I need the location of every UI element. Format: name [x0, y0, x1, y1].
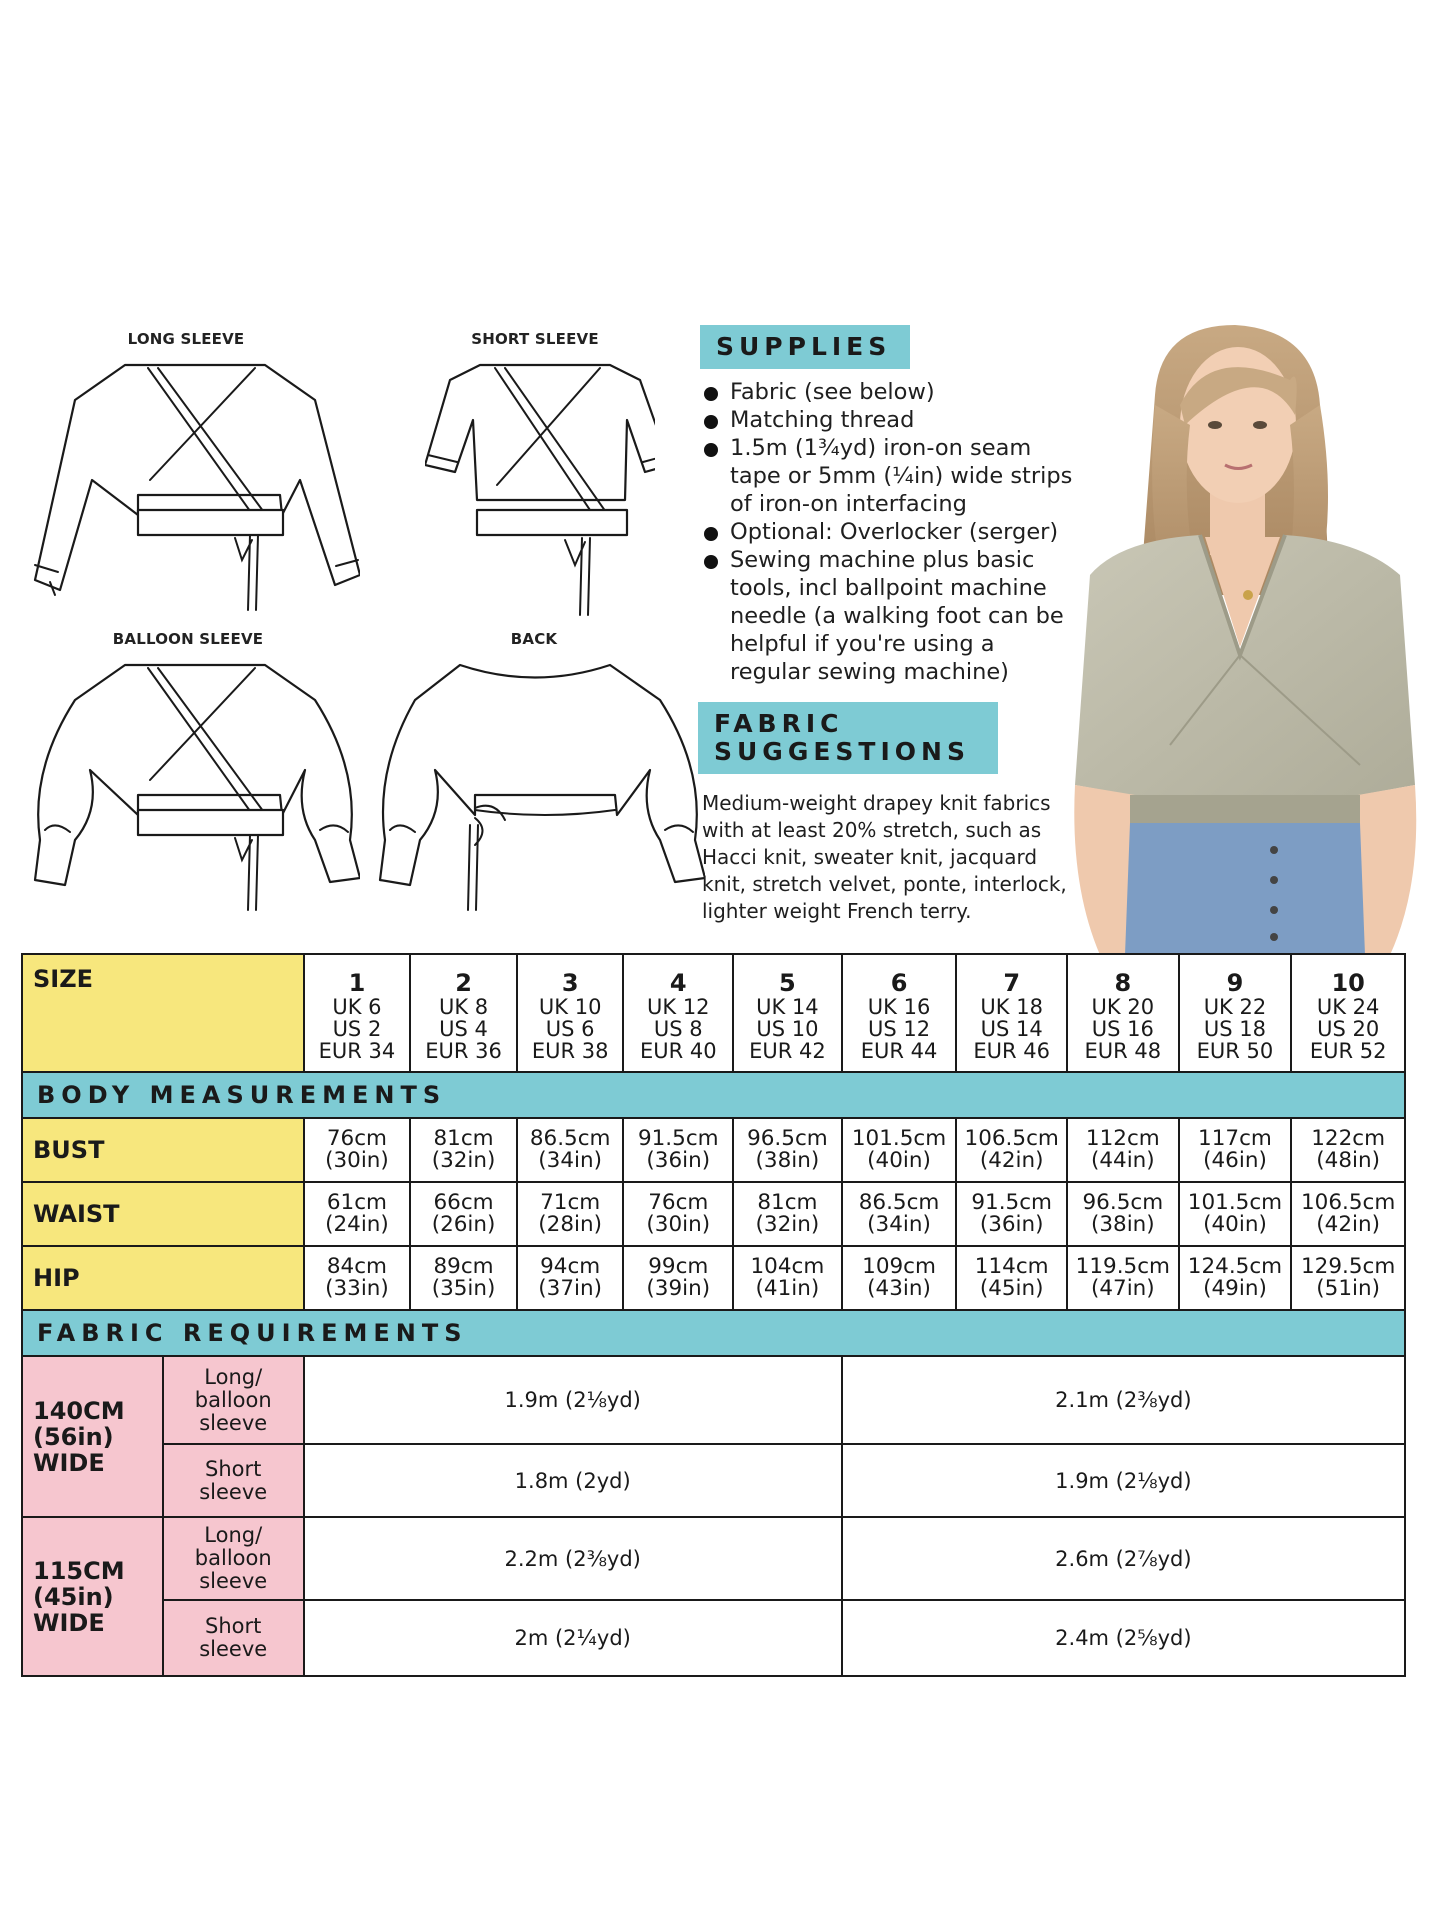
waist-cell: 101.5cm (40in) — [1179, 1182, 1292, 1246]
fabric-width-115: 115CM (45in) WIDE — [22, 1517, 163, 1676]
balloon-sleeve-label: BALLOON SLEEVE — [112, 630, 264, 648]
waist-cell: 91.5cm (36in) — [956, 1182, 1067, 1246]
fabric-style-cell: Long/ balloon sleeve — [163, 1356, 304, 1444]
waist-label: WAIST — [22, 1182, 304, 1246]
back-label: BACK — [510, 630, 558, 648]
bust-cell: 117cm (46in) — [1179, 1118, 1292, 1182]
fabric-suggestions-heading — [698, 702, 998, 774]
body-measurements-heading-row — [22, 1072, 1405, 1118]
fabric-amount-large: 2.4m (2⅝yd) — [842, 1600, 1405, 1676]
supplies-heading — [700, 325, 910, 369]
fabric-style-cell: Short sleeve — [163, 1444, 304, 1517]
bust-cell: 112cm (44in) — [1067, 1118, 1179, 1182]
supplies-heading-text: SUPPLIES — [716, 332, 892, 361]
size-cell: 1 UK 6 US 2 EUR 34 — [304, 954, 411, 1072]
balloon-sleeve-front-sketch — [30, 660, 360, 920]
body-measurements-heading: BODY MEASUREMENTS — [22, 1072, 1405, 1118]
back-sketch — [375, 660, 705, 920]
fabric-amount-small: 1.8m (2yd) — [304, 1444, 842, 1517]
fabric-heading-line1: FABRIC — [714, 709, 844, 738]
bust-cell: 81cm (32in) — [410, 1118, 517, 1182]
hip-cell: 89cm (35in) — [410, 1246, 517, 1310]
hip-cell: 119.5cm (47in) — [1067, 1246, 1179, 1310]
size-cell: 5 UK 14 US 10 EUR 42 — [733, 954, 842, 1072]
supply-item: Fabric (see below) — [702, 378, 1082, 406]
fabric-requirements-heading-row — [22, 1310, 1405, 1356]
bust-cell: 101.5cm (40in) — [842, 1118, 957, 1182]
bust-cell: 76cm (30in) — [304, 1118, 411, 1182]
fabric-style-cell: Long/ balloon sleeve — [163, 1517, 304, 1600]
hip-cell: 84cm (33in) — [304, 1246, 411, 1310]
hip-cell: 99cm (39in) — [623, 1246, 733, 1310]
size-cell: 2 UK 8 US 4 EUR 36 — [410, 954, 517, 1072]
size-cell: 3 UK 10 US 6 EUR 38 — [517, 954, 624, 1072]
bust-cell: 122cm (48in) — [1291, 1118, 1405, 1182]
size-cell: 6 UK 16 US 12 EUR 44 — [842, 954, 957, 1072]
long-sleeve-label: LONG SLEEVE — [127, 330, 245, 348]
fabric-row — [22, 1600, 1405, 1676]
short-sleeve-label: SHORT SLEEVE — [471, 330, 599, 348]
waist-cell: 106.5cm (42in) — [1291, 1182, 1405, 1246]
fabric-amount-small: 2.2m (2⅜yd) — [304, 1517, 842, 1600]
waist-cell: 71cm (28in) — [517, 1182, 624, 1246]
waist-cell: 76cm (30in) — [623, 1182, 733, 1246]
supply-item: Matching thread — [702, 406, 1082, 434]
hip-cell: 124.5cm (49in) — [1179, 1246, 1292, 1310]
size-cell: 4 UK 12 US 8 EUR 40 — [623, 954, 733, 1072]
fabric-amount-small: 1.9m (2⅛yd) — [304, 1356, 842, 1444]
supplies-list — [702, 378, 1082, 686]
fabric-width-140: 140CM (56in) WIDE — [22, 1356, 163, 1517]
size-label: SIZE — [33, 965, 94, 993]
fabric-requirements-heading: FABRIC REQUIREMENTS — [22, 1310, 1405, 1356]
size-label-cell — [22, 954, 304, 1072]
bust-label: BUST — [22, 1118, 304, 1182]
waist-cell: 86.5cm (34in) — [842, 1182, 957, 1246]
hip-cell: 114cm (45in) — [956, 1246, 1067, 1310]
bust-row — [22, 1118, 1405, 1182]
hip-label: HIP — [22, 1246, 304, 1310]
fabric-style-cell: Short sleeve — [163, 1600, 304, 1676]
supply-item: Optional: Overlocker (serger) — [702, 518, 1082, 546]
fabric-row — [22, 1356, 1405, 1444]
waist-cell: 96.5cm (38in) — [1067, 1182, 1179, 1246]
bust-cell: 91.5cm (36in) — [623, 1118, 733, 1182]
fabric-row — [22, 1517, 1405, 1600]
size-chart-table — [21, 953, 1406, 1677]
fabric-amount-large: 1.9m (2⅛yd) — [842, 1444, 1405, 1517]
hip-cell: 94cm (37in) — [517, 1246, 624, 1310]
hip-cell: 109cm (43in) — [842, 1246, 957, 1310]
waist-row — [22, 1182, 1405, 1246]
supply-item: Sewing machine plus basic tools, incl ballpoint machine needle (a walking foot can be helpful if you're using a regular sewing machine) — [702, 546, 1082, 686]
bust-cell: 106.5cm (42in) — [956, 1118, 1067, 1182]
hip-cell: 129.5cm (51in) — [1291, 1246, 1405, 1310]
hip-row — [22, 1246, 1405, 1310]
bust-cell: 86.5cm (34in) — [517, 1118, 624, 1182]
size-cell: 10 UK 24 US 20 EUR 52 — [1291, 954, 1405, 1072]
long-sleeve-front-sketch — [30, 360, 360, 620]
waist-cell: 81cm (32in) — [733, 1182, 842, 1246]
model-photo — [1060, 325, 1430, 955]
fabric-amount-large: 2.6m (2⅞yd) — [842, 1517, 1405, 1600]
waist-cell: 66cm (26in) — [410, 1182, 517, 1246]
fabric-row — [22, 1444, 1405, 1517]
fabric-suggestions-text: Medium-weight drapey knit fabrics with at least 20% stretch, such as Hacci knit, sweater knit, jacquard knit, stretch velvet, ponte, interlock, lighter weight French terry. — [702, 791, 1067, 923]
short-sleeve-front-sketch — [425, 360, 655, 620]
bust-cell: 96.5cm (38in) — [733, 1118, 842, 1182]
size-header-row — [22, 954, 1405, 1072]
supply-item: 1.5m (1¾yd) iron-on seam tape or 5mm (¼in) wide strips of iron-on interfacing — [702, 434, 1082, 518]
hip-cell: 104cm (41in) — [733, 1246, 842, 1310]
fabric-amount-large: 2.1m (2⅜yd) — [842, 1356, 1405, 1444]
size-cell: 7 UK 18 US 14 EUR 46 — [956, 954, 1067, 1072]
fabric-heading-line2: SUGGESTIONS — [714, 737, 970, 766]
size-cell: 8 UK 20 US 16 EUR 48 — [1067, 954, 1179, 1072]
waist-cell: 61cm (24in) — [304, 1182, 411, 1246]
fabric-amount-small: 2m (2¼yd) — [304, 1600, 842, 1676]
size-cell: 9 UK 22 US 18 EUR 50 — [1179, 954, 1292, 1072]
